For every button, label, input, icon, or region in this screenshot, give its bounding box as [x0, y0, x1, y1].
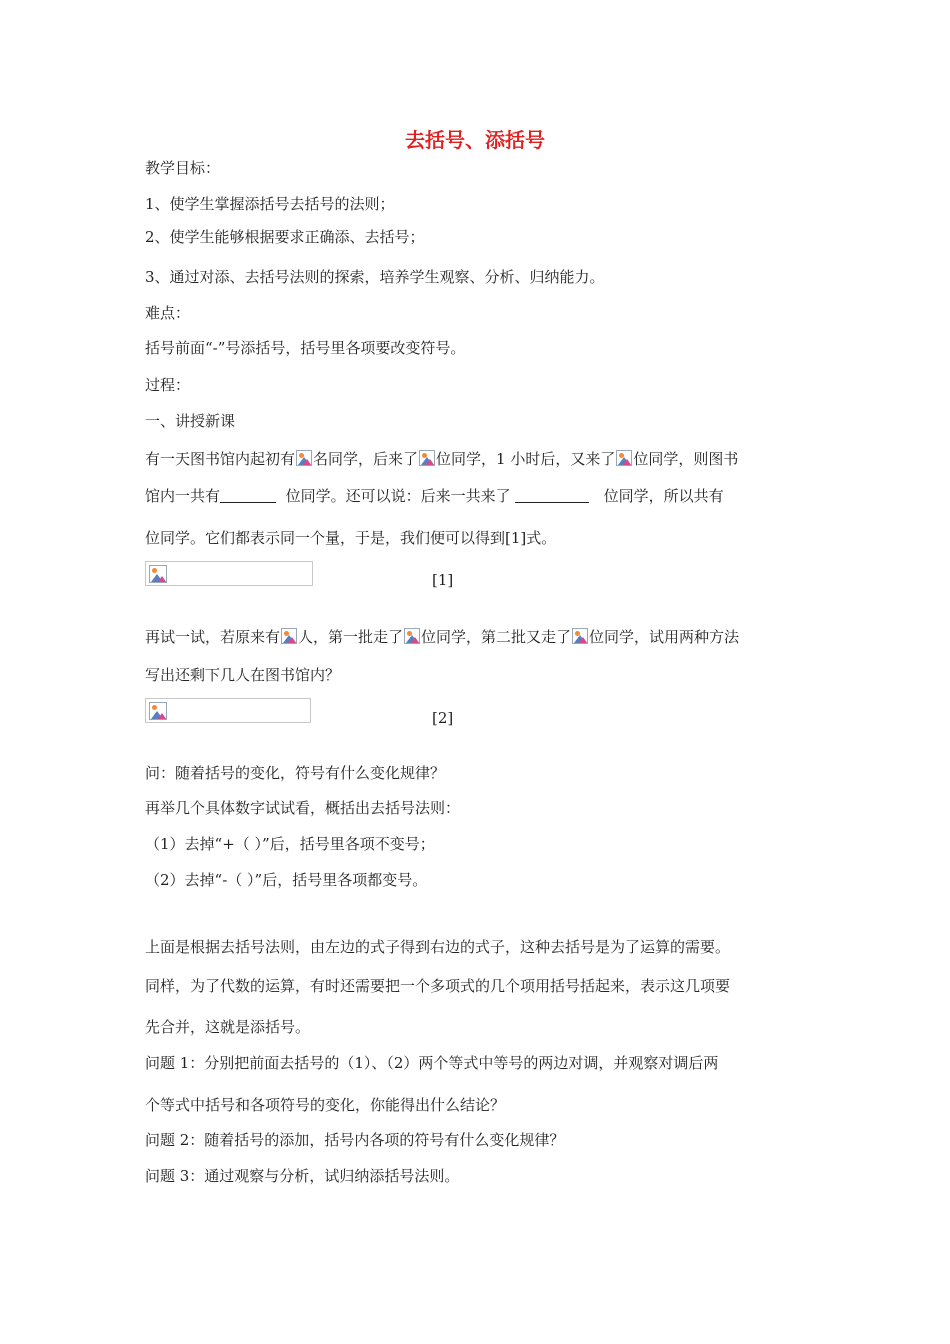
question-change: 问：随着括号的变化，符号有什么变化规律？	[145, 764, 446, 782]
para2-text: 位同学，第二批又走了	[421, 628, 572, 646]
formula-image-1	[145, 561, 313, 586]
para1-line1	[145, 449, 738, 469]
broken-image-icon	[281, 628, 297, 644]
goal-2: 2、使学生能够根据要求正确添、去括号；	[145, 228, 425, 246]
answer-blank	[220, 488, 276, 503]
para1-text: 馆内一共有	[145, 487, 221, 505]
answer-blank	[515, 488, 589, 503]
broken-image-icon	[149, 565, 167, 583]
para1-text: 有一天图书馆内起初有	[145, 450, 296, 468]
rule-2: （2）去掉“-（ ）”后，括号里各项都变号。	[145, 871, 428, 889]
para1-text: 位同学，1 小时后，又来了	[436, 450, 616, 468]
formula-image-2	[145, 698, 311, 723]
para2-text: 位同学，试用两种方法	[589, 628, 740, 646]
difficulty-text: 括号前面“-”号添括号，括号里各项要改变符号。	[145, 339, 466, 357]
goals-heading: 教学目标：	[145, 159, 221, 177]
para1-text: 位同学。还可以说：后来一共来了	[285, 487, 511, 505]
para3-line2: 同样，为了代数的运算，有时还需要把一个多项式的几个项用括号括起来，表示这几项要	[145, 977, 731, 995]
goal-3: 3、通过对添、去括号法则的探索，培养学生观察、分析、归纳能力。	[145, 268, 605, 286]
broken-image-icon	[419, 450, 435, 466]
broken-image-icon	[296, 450, 312, 466]
difficulty-heading: 难点：	[145, 304, 191, 322]
page-title: 去括号、添括号	[405, 128, 545, 152]
equation-label-1: [1]	[432, 571, 454, 589]
equation-label-2: [2]	[432, 709, 454, 727]
para3-line1: 上面是根据去括号法则，由左边的式子得到右边的式子，这种去括号是为了运算的需要。	[145, 938, 731, 956]
para1-text: 位同学，则图书	[633, 450, 739, 468]
goal-1: 1、使学生掌握添括号去括号的法则；	[145, 195, 395, 213]
process-heading: 过程：	[145, 376, 191, 394]
broken-image-icon	[572, 628, 588, 644]
para2-text: 再试一试，若原来有	[145, 628, 281, 646]
para2-line1	[145, 627, 739, 647]
para1-line3: 位同学。它们都表示同一个量，于是，我们便可以得到[1]式。	[145, 529, 557, 547]
broken-image-icon	[616, 450, 632, 466]
para2-text: 人，第一批走了	[298, 628, 404, 646]
para2-line2: 写出还剩下几人在图书馆内？	[145, 666, 341, 684]
broken-image-icon	[149, 702, 167, 720]
broken-image-icon	[404, 628, 420, 644]
problem-1-line2: 个等式中括号和各项符号的变化，你能得出什么结论？	[145, 1096, 506, 1114]
para3-line3: 先合并，这就是添括号。	[145, 1018, 311, 1036]
problem-3: 问题 3：通过观察与分析，试归纳添括号法则。	[145, 1167, 460, 1185]
rule-1: （1）去掉“+（ ）”后，括号里各项不变号；	[145, 835, 435, 853]
problem-2: 问题 2：随着括号的添加，括号内各项的符号有什么变化规律？	[145, 1131, 565, 1149]
summary-intro: 再举几个具体数字试试看，概括出去括号法则：	[145, 799, 461, 817]
para1-line2	[145, 486, 724, 506]
para1-text: 名同学，后来了	[313, 450, 419, 468]
para1-text: 位同学，所以共有	[603, 487, 724, 505]
section-heading: 一、讲授新课	[145, 412, 236, 430]
problem-1-line1: 问题 1：分别把前面去括号的（1）、（2）两个等式中等号的两边对调，并观察对调后两	[145, 1054, 719, 1072]
